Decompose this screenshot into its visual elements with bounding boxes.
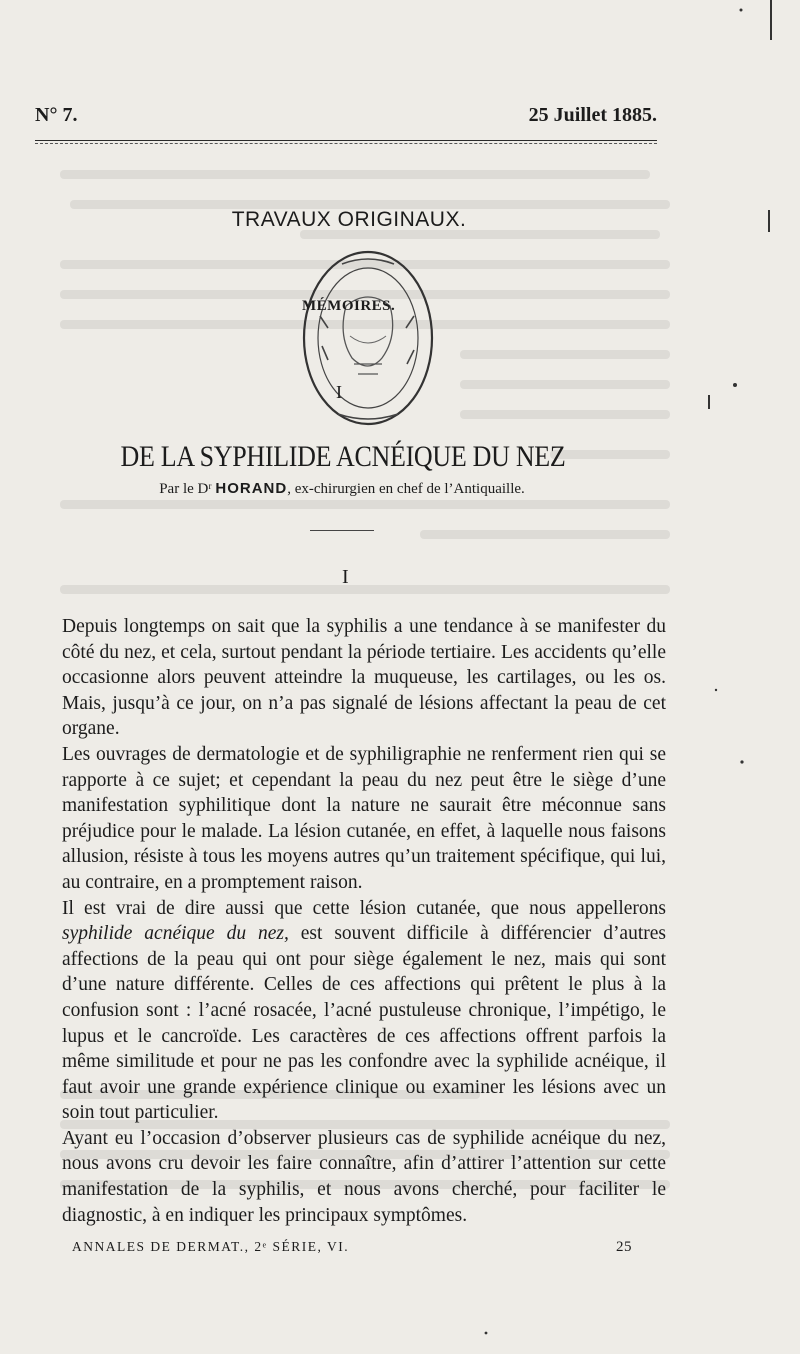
paragraph-2: Les ouvrages de dermatologie et de syphiligraphie ne renferment rien qui se rapporte à ce sujet; et cependant la peau du nez peut être le siège d’une manifestation syphilitique dont la nature ne saurait être méconnue sans préjudice pour le malade. La lésion cutanée, en effet, à laquelle nous faisons allusion, résiste à tous les moyens autres qu’un traitement spécifique, qui lui, au contraire, en a promptement raison. xyxy=(62,743,666,893)
library-stamp-seal xyxy=(298,246,438,430)
issue-number: N° 7. xyxy=(35,104,78,126)
article-section-number: I xyxy=(342,566,349,588)
header-rule-top xyxy=(35,140,657,141)
paragraph-3-part-b: est souvent difficile à différencier d’autres affections de la peau qui ont pour siège également le nez, mais qui sont d’une nature différente. Celles de ces affections qui prêtent le plus à la confusion sont : l’acné rosacée, l’acné pustuleuse chronique, l’impétigo, le lupus et le cancroïde. Les caractères de ces affections offrent parfois la même similitude et pour ne pas les confondre avec la syphilide acnéique, il faut avoir une grande expérience clinique ou examiner les lésions avec un soin tout particulier. xyxy=(62,923,666,1124)
paragraph-3-part-a: Il est vrai de dire aussi que cette lésion cutanée, que nous appellerons xyxy=(62,897,666,919)
paragraph-3 xyxy=(62,896,666,1126)
memoires-number: I xyxy=(336,382,342,402)
running-header xyxy=(35,104,657,132)
byline-suffix: , ex-chirurgien en chef de l’Antiquaille. xyxy=(287,481,525,497)
emphasized-term: syphilide acnéique du nez, xyxy=(62,923,289,945)
memoires-label: MÉMOIRES. xyxy=(302,298,396,314)
byline-prefix: Par le Dʳ xyxy=(159,481,212,497)
paragraph-4: Ayant eu l’occasion d’observer plusieurs cas de syphilide acnéique du nez, nous avons cru devoir les faire connaître, afin d’attirer l’attention sur cette manifestation de la syphilis, et nous avons cherché, pour faciliter le diagnostic, à en indiquer les principaux symptômes. xyxy=(62,1127,666,1226)
page-number: 25 xyxy=(616,1239,632,1255)
header-rule-bottom xyxy=(35,143,657,144)
issue-date: 25 Juillet 1885. xyxy=(528,104,657,126)
article-body xyxy=(62,614,666,1228)
byline xyxy=(0,480,684,498)
journal-citation: ANNALES DE DERMAT., 2ᵉ SÉRIE, VI. xyxy=(72,1239,350,1254)
section-heading: TRAVAUX ORIGINAUX. xyxy=(231,208,467,231)
author-name: HORAND xyxy=(215,480,288,497)
title-separator-rule xyxy=(310,530,374,531)
paragraph-1: Depuis longtemps on sait que la syphilis a une tendance à se manifester du côté du nez, et cela, surtout pendant la période tertiaire. Les accidents qu’elle occasionne alors peuvent atteindre la muqueuse, les cartilages, ou les os. Mais, jusqu’à ce jour, on n’a pas signalé de lésions affectant la peau de cet organe. xyxy=(62,616,666,740)
article-title: DE LA SYPHILIDE ACNÉIQUE DU NEZ xyxy=(120,440,566,473)
